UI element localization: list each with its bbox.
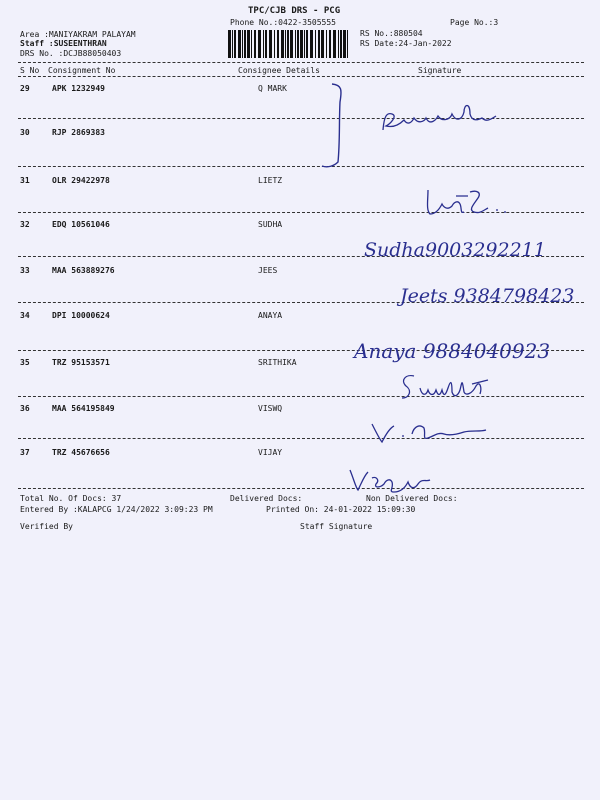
row-divider (18, 488, 584, 489)
rs-date: RS Date:24-Jan-2022 (360, 39, 452, 48)
phone-number: Phone No.:0422-3505555 (230, 18, 336, 27)
row-consignment: OLR 29422978 (52, 176, 110, 185)
staff-label: Staff :SUSEENTHRAN (20, 39, 107, 48)
row-consignment: APK 1232949 (52, 84, 105, 93)
row-divider (18, 166, 584, 167)
signature-row-33 (398, 274, 600, 318)
row-consignment: MAA 563889276 (52, 266, 115, 275)
header-divider-bottom (18, 76, 584, 77)
staff-signature-label: Staff Signature (300, 522, 373, 531)
row-sno: 33 (20, 266, 30, 275)
area-label: Area :MANIYAKRAM PALAYAM (20, 30, 136, 39)
row-sno: 37 (20, 448, 30, 457)
signature-row-32 (360, 228, 560, 272)
col-consignment: Consignment No (48, 66, 116, 75)
page-number: Page No.:3 (450, 18, 499, 27)
printed-on: Printed On: 24-01-2022 15:09:30 (266, 505, 416, 514)
document-title: TPC/CJB DRS - PCG (248, 6, 341, 16)
svg-text:Jeets 9384798423: Jeets 9384798423 (400, 285, 575, 307)
row-consignment: RJP 2869383 (52, 128, 105, 137)
row-consignee: VISWQ (258, 404, 283, 413)
row-consignee: Q MARK (258, 84, 287, 93)
non-delivered-docs: Non Delivered Docs: (366, 494, 458, 503)
row-consignee: SUDHA (258, 220, 283, 229)
col-signature: Signature (418, 66, 462, 75)
row-sno: 31 (20, 176, 30, 185)
total-docs: Total No. Of Docs: 37 (20, 494, 122, 503)
svg-text:Sudha9003292211: Sudha9003292211 (364, 239, 546, 261)
svg-text:Anaya 9884040923: Anaya 9884040923 (354, 339, 551, 363)
row-consignee: SRITHIKA (258, 358, 297, 367)
row-sno: 36 (20, 404, 30, 413)
header-divider-top (18, 62, 584, 63)
row-sno: 35 (20, 358, 30, 367)
row-divider (18, 438, 584, 439)
drs-number: DRS No. :DCJB88050403 (20, 49, 122, 58)
row-consignee: VIJAY (258, 448, 283, 457)
row-consignment: TRZ 95153571 (52, 358, 110, 367)
verified-by: Verified By (20, 522, 73, 531)
row-consignment: EDQ 10561046 (52, 220, 110, 229)
signature-row-31 (420, 186, 530, 226)
row-sno: 30 (20, 128, 30, 137)
delivered-docs: Delivered Docs: (230, 494, 303, 503)
signature-row-34 (352, 326, 592, 374)
row-consignee: ANAYA (258, 311, 283, 320)
signature-row-36 (368, 414, 498, 454)
signature-row-29-30 (378, 100, 508, 144)
row-sno: 32 (20, 220, 30, 229)
barcode (228, 30, 352, 58)
row-consignee: JEES (258, 266, 278, 275)
row-sno: 34 (20, 311, 30, 320)
col-sno: S No (20, 66, 40, 75)
row-consignment: MAA 564195849 (52, 404, 115, 413)
rs-number: RS No.:880504 (360, 29, 423, 38)
col-consignee: Consignee Details (238, 66, 320, 75)
row-consignment: DPI 10000624 (52, 311, 110, 320)
entered-by: Entered By :KALAPCG 1/24/2022 3:09:23 PM (20, 505, 213, 514)
row-consignment: TRZ 45676656 (52, 448, 110, 457)
signature-bracket (320, 82, 360, 176)
row-consignee: LIETZ (258, 176, 283, 185)
signature-row-35 (396, 368, 506, 412)
row-sno: 29 (20, 84, 30, 93)
